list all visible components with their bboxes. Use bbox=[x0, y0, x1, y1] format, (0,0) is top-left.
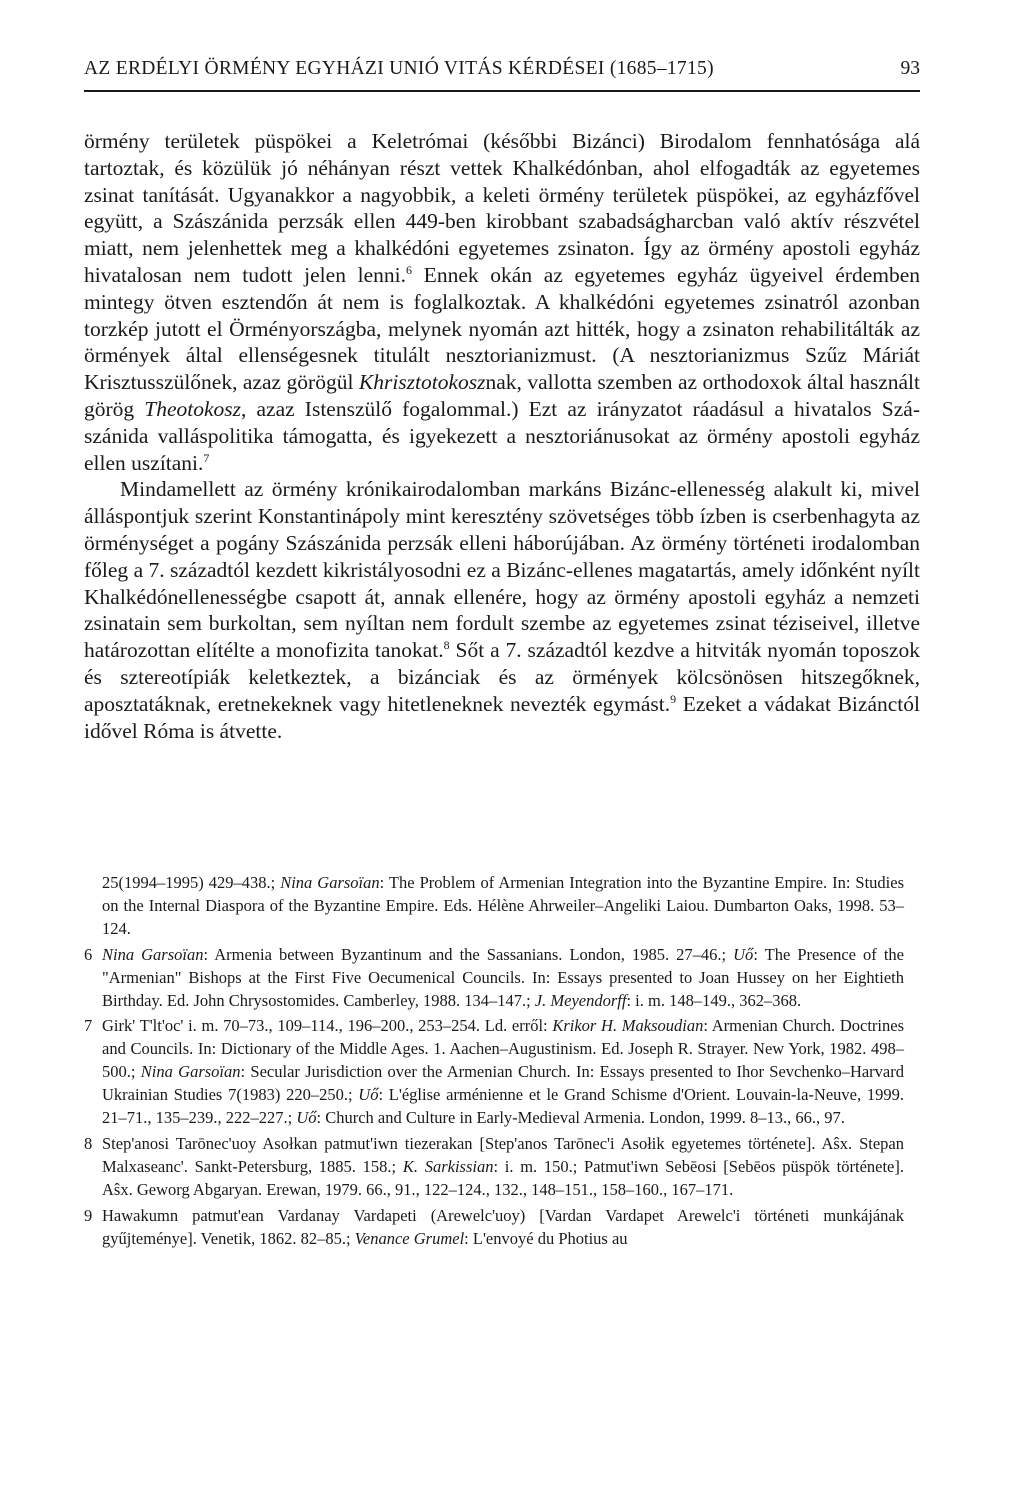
text-run: : Armenian Church. Doctrines and Councils. In: Dictionary of the Middle Ages. 1. Aachen–Augustinism. Ed. Joseph R. Strayer. New York, 1982. 498–500.; bbox=[102, 1016, 905, 1082]
text-run: Ezeket a vádakat Bizánctól idővel Róma is átvette. bbox=[84, 691, 920, 743]
text-run: örmény területek püspökei a Keletrómai (későbbi Bizánci) Birodalom fennhatósága alá tartoztak, és közülük jó néhányan részt vettek Khalkédónban, ahol elfogadták az egyetemes zsinat tanítását. Ugyanakkor a nagyobbik, a keleti örmény területek püspökei, az egyházfővel együtt, a Szászánida perzsák ellen 449-ben kirobbant szabadságharcban való aktív részvétel miatt, nem jelenhettek meg a khalkédóni egyetemes zsinaton. Így az örmény apostoli egyház hivatalosan nem tudott jelen lenni. bbox=[84, 129, 920, 287]
footnote-9 bbox=[84, 1205, 904, 1251]
author-name: Venance Grumel bbox=[354, 1228, 465, 1248]
text-run: 25(1994–1995) 429–438.; bbox=[102, 873, 281, 892]
page-number: 93 bbox=[900, 58, 920, 79]
footnote-number: 6 bbox=[84, 944, 93, 964]
running-header bbox=[84, 52, 920, 92]
author-name: K. Sarkissian bbox=[402, 1156, 494, 1176]
text-run: Step'anosi Tarōnec'uoy Asołkan patmut'iwn tiezerakan [Step'anos Tarōnec'i Asołik egyetemes története]. Aŝx. Stepan Malxaseanc'. Sankt-Petersburg, 1885. 158.; bbox=[102, 1133, 904, 1176]
footnote-number: 8 bbox=[84, 1133, 93, 1153]
footnote-5-continued bbox=[84, 872, 904, 941]
text-run: : Secular Jurisdiction over the Armenian Church. In: Essays presented to Ihor Sevchenko–Harvard Ukrainian Studies 7(1983) 220–250.; bbox=[102, 1062, 904, 1105]
footnote-6 bbox=[84, 944, 904, 1013]
footnotes bbox=[84, 872, 904, 1254]
footnote-7 bbox=[84, 1015, 904, 1130]
paragraph-2 bbox=[84, 476, 920, 744]
paragraph-1 bbox=[84, 128, 920, 476]
author-name: Nina Garsoïan bbox=[102, 944, 204, 964]
author-name: J. Meyendorff bbox=[534, 990, 627, 1010]
italic-term: Khrisztotokosz bbox=[358, 370, 486, 395]
author-name: Krikor H. Maksoudian bbox=[552, 1016, 704, 1036]
footnote-ref-8: 8 bbox=[443, 637, 450, 652]
text-run: Girk' T'lt'oc' i. m. 70–73., 109–114., 196–200., 253–254. Ld. erről: bbox=[102, 1016, 553, 1036]
footnote-8 bbox=[84, 1133, 904, 1202]
text-run: : Armenia between Byzantinum and the Sassanians. London, 1985. 27–46.; bbox=[203, 944, 734, 964]
text-run: Hawakumn patmut'ean Vardanay Vardapeti (Arewelc'uoy) [Vardan Vardapet Arewelc'i történeti munkájának gyűjteménye]. Venetik, 1862. 82–85.; bbox=[102, 1205, 904, 1248]
italic-term: Theotokosz bbox=[144, 396, 242, 421]
text-run: : i. m. 150.; Patmut'iwn Sebēosi [Sebēos püspök története]. Aŝx. Geworg Abgaryan. Erewan, 1979. 66., 91., 122–124., 132., 148–151., 158–160., 167–171. bbox=[102, 1156, 904, 1199]
author-name: Uő bbox=[296, 1108, 317, 1128]
author-name: Uő bbox=[733, 944, 754, 964]
footnote-ref-7: 7 bbox=[203, 450, 210, 465]
text-run: Mindamellett az örmény krónikairodalomban markáns Bizánc-ellenesség alakult ki, mivel álláspontjuk szerint Konstantinápoly mint keresztény szövetséges több ízben is cserbenhagyta az örménységet a pogány Szászánida perzsák elleni háborújában. Az örmény történeti irodalomban főleg a 7. századtól kezdett kikristályosodni ez a Bizánc-ellenes magatartás, amely időnként nyílt Khalkédónellenességbe csapott át, annak ellenére, hogy az örmény apostoli egyház a nemzeti zsinatain sem burkoltan, sem nyíltan nem fordult szembe az egyetemes zsinat téziseivel, illetve határozottan elítélte a monofizita tanokat. bbox=[84, 477, 920, 663]
text-run: Sőt a 7. századtól kezdve a hitviták nyomán toposzok és sztereotípiák keletkeztek, a bizánciak és az örmények kölcsönösen hitszegőknek, aposztatáknak, eretnekeknek vagy hitetleneknek nevezték egymást. bbox=[84, 638, 921, 716]
text-run: : The Presence of the "Armenian" Bishops at the First Five Oecumenical Councils. In: Essays presented to Joan Hussey on her Eightieth Birthday. Ed. John Chrysostomides. Camberley, 1988. 134–147.; bbox=[102, 944, 904, 1010]
text-run: nak, vallotta szemben az orthodoxok által használt görög bbox=[84, 370, 921, 421]
text-run: , azaz Istenszülő fogalommal.) Ezt az irányzatot ráadásul a hivatalos Szászánida valláspolitika támogatta, és igyekezett a nesztoriánusokat az örmény apostoli egyház ellen uszítani. bbox=[84, 396, 920, 475]
running-title: AZ ERDÉLYI ÖRMÉNY EGYHÁZI UNIÓ VITÁS KÉRDÉSEI (1685–1715) bbox=[84, 58, 714, 79]
main-text bbox=[84, 128, 920, 744]
footnote-number: 7 bbox=[84, 1016, 93, 1036]
author-name: Nina Garsoïan bbox=[140, 1062, 241, 1082]
footnote-ref-9: 9 bbox=[670, 691, 677, 706]
text-run: : Church and Culture in Early-Medieval Armenia. London, 1999. 8–13., 66., 97. bbox=[316, 1108, 845, 1128]
text-run: : The Problem of Armenian Integration into the Byzantine Empire. In: Studies on the Internal Diaspora of the Byzantine Empire. Eds. Hélène Ahrweiler–Angeliki Laiou. Dumbarton Oaks, 1998. 53–124. bbox=[102, 873, 904, 938]
author-name: Uő bbox=[358, 1085, 379, 1105]
footnote-number: 9 bbox=[84, 1205, 93, 1225]
footnote-ref-6: 6 bbox=[406, 262, 412, 277]
text-run: Ennek okán az egyetemes egyház ügyeivel érdemben mintegy ötven esztendőn át nem is foglalkoztak. A khalkédóni egyetemes zsinatról azonban torzkép jutott el Örményországba, melynek nyomán azt hitték, hogy a zsinaton rehabilitálták az örmények által ellenségesnek titulált nesztorianizmust. (A nesztorianizmus Szűz Máriát Krisztusszülőnek, azaz görögül bbox=[84, 262, 921, 395]
text-run: : i. m. 148–149., 362–368. bbox=[626, 990, 802, 1010]
text-run: : L'église arménienne et le Grand Schisme d'Orient. Louvain-la-Neuve, 1999. 21–71., 135–239., 222–227.; bbox=[102, 1085, 905, 1128]
author-name: Nina Garsoïan bbox=[280, 873, 380, 892]
text-run: : L'envoyé du Photius au bbox=[464, 1228, 628, 1248]
